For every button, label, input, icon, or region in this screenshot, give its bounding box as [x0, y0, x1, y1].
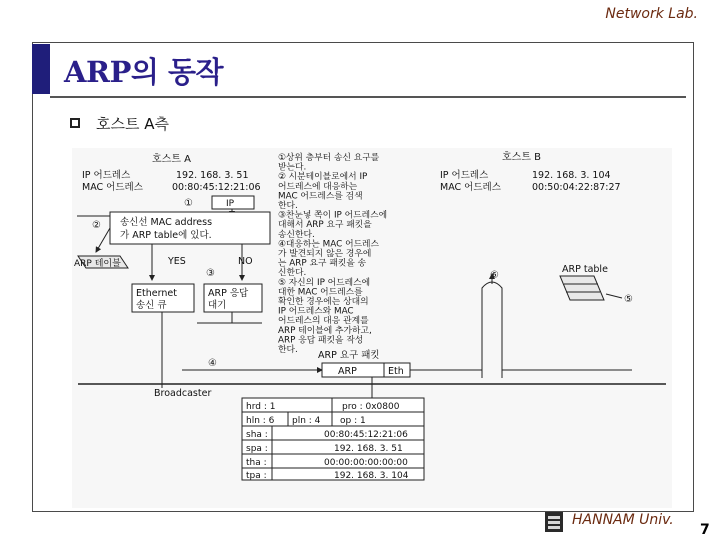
eth-packet-eth: Eth: [388, 366, 404, 377]
step-text-line: 대한 MAC 어드레스를: [278, 287, 363, 298]
field-hrd: hrd : 1: [246, 402, 276, 412]
step-text-line: MAC 어드레스를 검색: [278, 191, 363, 202]
decision-line1: 송신선 MAC address: [120, 217, 213, 228]
title-divider: [50, 96, 686, 98]
field-op: op : 1: [340, 416, 366, 426]
host-b-ip-label: IP 어드레스: [440, 170, 489, 181]
title-accent-bar: [32, 44, 50, 94]
host-b-label: 호스트 B: [502, 152, 542, 163]
step-text-line: ③찬눈넣 쪽이 IP 어드레스에: [278, 210, 388, 221]
no-label: NO: [238, 256, 253, 267]
host-b-mac-value: 00:50:04:22:87:27: [532, 182, 621, 193]
host-a-mac-value: 00:80:45:12:21:06: [172, 182, 261, 193]
arp-wait-line1: ARP 응답: [208, 288, 249, 299]
steps-explanation: [278, 151, 387, 355]
yes-label: YES: [168, 256, 186, 267]
step-text-line: ⑤ 자신의 IP 어드레스에: [278, 277, 371, 288]
step-text-line: 는 ARP 요구 패킷을 송: [278, 258, 367, 269]
field-hln: hln : 6: [246, 416, 275, 426]
arp-packet-arp: ARP: [338, 366, 357, 377]
field-sha-value: 00:80:45:12:21:06: [324, 430, 408, 440]
arp-diagram: [72, 148, 672, 508]
step-text-line: 대해서 ARP 요구 패킷을: [278, 220, 372, 231]
step-text-line: 송신한다.: [278, 229, 315, 240]
field-pro: pro : 0x0800: [342, 402, 400, 412]
host-b-arp-table-icon: [560, 276, 604, 300]
university-logo-icon: [543, 510, 565, 534]
university-name: HANNAM Univ.: [572, 512, 674, 528]
broadcast-label: Broadcaster: [154, 388, 212, 399]
host-a-arp-table-label: ARP 테이블: [74, 259, 121, 269]
step-text-line: 한다.: [278, 345, 298, 355]
step-text-line: ④대응하는 MAC 어드레스: [278, 239, 380, 250]
step-text-line: 한다.: [278, 201, 298, 211]
host-a-step2: ②: [92, 220, 101, 231]
step-text-line: ARP 테이블에 추가하고,: [278, 325, 372, 336]
bullet-icon: [70, 118, 80, 128]
host-a-ip-label: IP 어드레스: [82, 170, 131, 181]
host-b-step6: ⑥: [490, 270, 499, 281]
step-text-line: 신한다.: [278, 268, 307, 279]
field-sha-label: sha :: [246, 430, 268, 440]
arp-wait-line2: 대기: [208, 300, 227, 311]
field-tpa-value: 192. 168. 3. 104: [334, 471, 409, 481]
field-pln: pln : 4: [292, 416, 321, 426]
bullet-text: 호스트 A측: [96, 115, 169, 133]
step-text-line: IP 어드레스와 MAC: [278, 306, 354, 317]
lab-name: Network Lab.: [605, 6, 698, 22]
step-text-line: 어드레스에 대응하는: [278, 181, 358, 192]
field-tpa-label: tpa :: [246, 471, 267, 481]
step-text-line: 어드레스의 대응 관계를: [278, 316, 369, 327]
host-b-ip-value: 192. 168. 3. 104: [532, 170, 611, 181]
field-spa-value: 192. 168. 3. 51: [334, 444, 403, 454]
host-a-step4: ④: [208, 358, 217, 369]
ethernet-queue-line2: 송신 큐: [136, 300, 167, 311]
packet-label: ARP 요구 패킷: [318, 350, 380, 361]
step-text-line: 확인한 경우에는 상대의: [278, 297, 369, 307]
host-b-arp-table-label: ARP table: [562, 264, 608, 275]
page-number: 7: [700, 522, 710, 538]
host-a-step3: ③: [206, 268, 215, 279]
step-text-line: 받는다.: [278, 162, 307, 173]
field-tha-label: tha :: [246, 458, 267, 468]
step-text-line: ①상위 층부터 송신 요구를: [278, 153, 380, 163]
slide-title: ARP의 동작: [64, 55, 224, 89]
step-text-line: ARP 응답 패킷을 작성: [278, 335, 364, 346]
host-a-mac-label: MAC 어드레스: [82, 182, 143, 193]
field-tha-value: 00:00:00:00:00:00: [324, 458, 408, 468]
field-spa-label: spa :: [246, 444, 268, 454]
host-a-ip-value: 192. 168. 3. 51: [176, 170, 249, 181]
host-b-step5: ⑤: [624, 294, 633, 305]
host-b-mac-label: MAC 어드레스: [440, 182, 501, 193]
host-a-step1: ①: [184, 198, 193, 209]
host-a-label: 호스트 A: [152, 154, 191, 165]
step-text-line: ② 시분테이블로에서 IP: [278, 172, 368, 183]
ethernet-queue-line1: Ethernet: [136, 288, 177, 299]
step-text-line: 가 발견되지 않은 경우에: [278, 249, 372, 259]
ip-layer-label: IP: [226, 199, 235, 209]
decision-line2: 가 ARP table에 있다.: [120, 230, 212, 241]
